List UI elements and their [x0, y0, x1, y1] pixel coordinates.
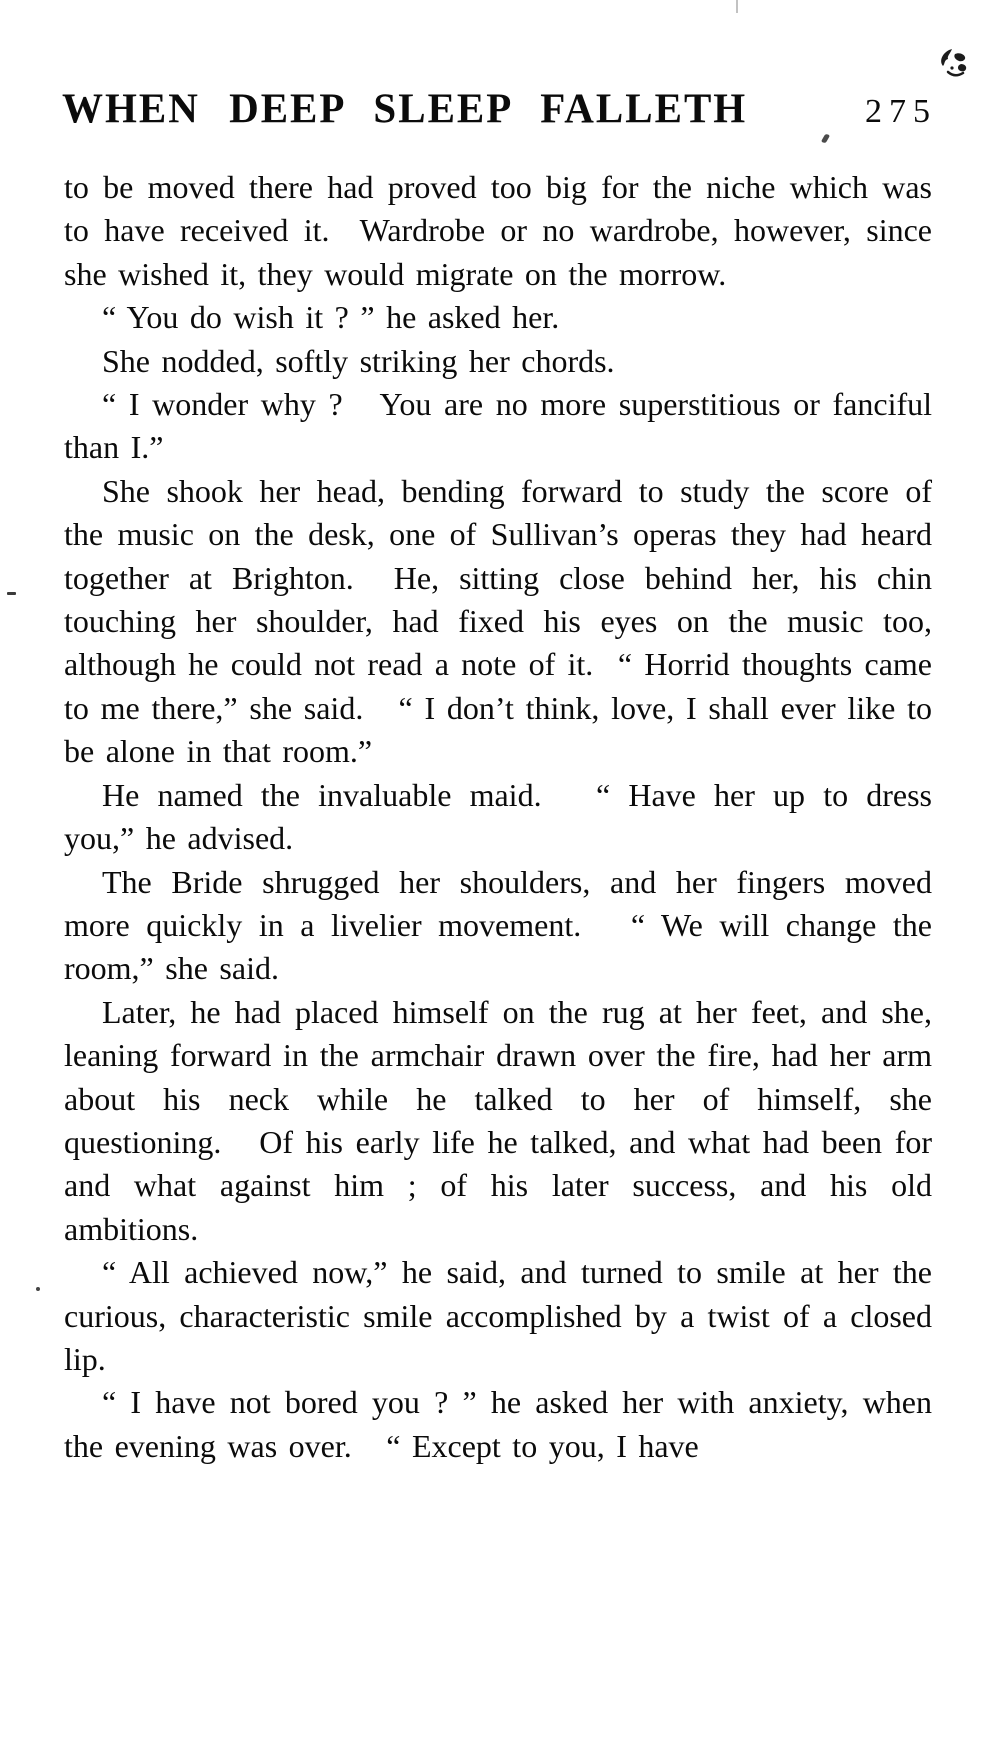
paragraph: “ You do wish it ? ” he asked her.: [102, 299, 560, 336]
paragraph: “ I have not bored you ? ” he asked her with anxiety, when the evening was over. “ Except to you, I have: [64, 1384, 944, 1464]
paragraph: to be moved there had proved too big for the niche which was to have received it. Wardrobe or no wardrobe, however, since she wished it, they would migrate on the morrow.: [64, 169, 944, 292]
stray-ink-mark: [821, 134, 830, 144]
paragraph: Later, he had placed himself on the rug at her feet, and she, leaning forward in the armchair drawn over the fire, had her arm about his neck while he talked to her of himself, she questioning. Of his early life he talked, and what had been for and what against him ; of his later success, and his old ambitions.: [64, 993, 944, 1247]
paragraph: “ All achieved now,” he said, and turned to smile at her the curious, characteristic smile accomplished by a twist of a closed lip.: [64, 1254, 944, 1377]
paragraph: She nodded, softly striking her chords.: [102, 342, 615, 379]
margin-speck: [36, 1287, 40, 1291]
paragraph: “ I wonder why ? You are no more superstitious or fanciful than I.”: [64, 386, 944, 466]
paragraph: The Bride shrugged her shoulders, and her fingers moved more quickly in a livelier movement. “ We will change the room,” she said.: [64, 863, 944, 987]
paragraph: He named the invaluable maid. “ Have her up to dress you,” he advised.: [64, 776, 944, 857]
page-number: 275: [865, 93, 937, 130]
margin-speck: [7, 592, 16, 595]
scan-edge-mark: [736, 0, 738, 13]
chapter-title: WHEN DEEP SLEEP FALLETH: [62, 84, 748, 132]
paragraph: She shook her head, bending forward to study the score of the music on the desk, one of Sullivan’s operas they had heard together at Brighton. He, sitting close behind her, his chin touching her shoulder, had fixed his eyes on the music too, although he could not read a note of it. “ Horrid thoughts came to me there,” she said. “ I don’t think, love, I shall ever like to be alone in that room.”: [64, 472, 944, 770]
running-head: [62, 84, 937, 132]
page-text: [64, 166, 944, 1468]
ink-smudge: [933, 46, 975, 86]
